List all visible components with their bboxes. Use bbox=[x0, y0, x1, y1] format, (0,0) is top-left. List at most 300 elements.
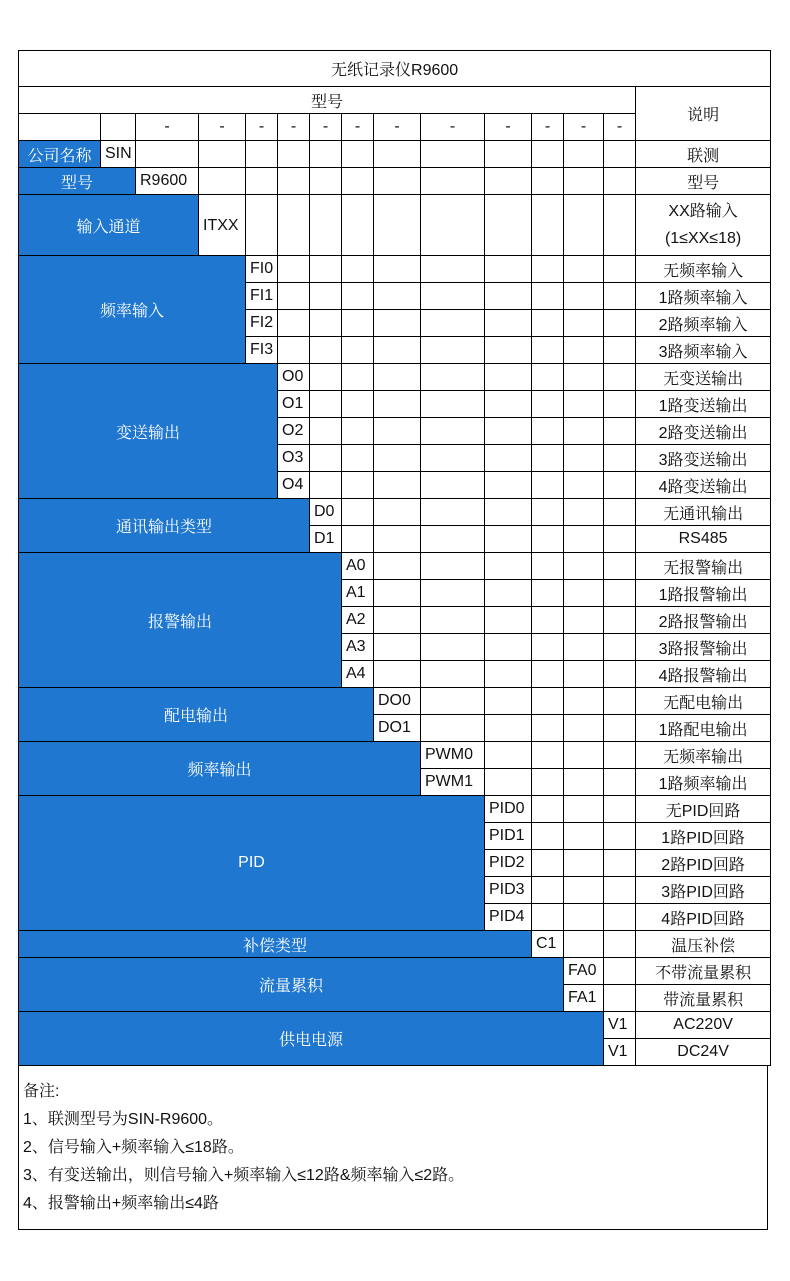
description-cell: 无频率输入 bbox=[636, 256, 771, 283]
empty-cell bbox=[342, 256, 374, 283]
empty-cell bbox=[532, 823, 564, 850]
dash-cell: - bbox=[421, 114, 485, 141]
empty-cell bbox=[374, 499, 421, 526]
code-cell: FI3 bbox=[246, 337, 278, 364]
code-cell: FA0 bbox=[564, 958, 604, 985]
empty-cell bbox=[532, 195, 564, 256]
empty-cell bbox=[246, 141, 278, 168]
empty-cell bbox=[564, 823, 604, 850]
dash-cell: - bbox=[246, 114, 278, 141]
empty-cell bbox=[564, 283, 604, 310]
empty-cell bbox=[485, 283, 532, 310]
code-cell: O4 bbox=[278, 472, 310, 499]
note-item: 4、报警输出+频率输出≤4路 bbox=[23, 1195, 219, 1212]
description-cell: 1路PID回路 bbox=[636, 823, 771, 850]
empty-cell bbox=[604, 141, 636, 168]
dash-cell: - bbox=[136, 114, 199, 141]
empty-cell bbox=[532, 337, 564, 364]
description-cell: 不带流量累积 bbox=[636, 958, 771, 985]
empty-cell bbox=[604, 256, 636, 283]
table-row bbox=[19, 958, 771, 985]
empty-cell bbox=[310, 337, 342, 364]
model-selection-table-container bbox=[18, 50, 770, 1230]
empty-cell bbox=[532, 850, 564, 877]
empty-cell bbox=[604, 168, 636, 195]
empty-cell bbox=[604, 391, 636, 418]
code-cell: PWM1 bbox=[421, 769, 485, 796]
empty-cell bbox=[421, 168, 485, 195]
empty-cell bbox=[342, 418, 374, 445]
empty-cell bbox=[532, 769, 564, 796]
code-cell: PID4 bbox=[485, 904, 532, 931]
notes bbox=[18, 1066, 768, 1230]
code-cell: D1 bbox=[310, 526, 342, 553]
empty-cell bbox=[604, 958, 636, 985]
empty-cell bbox=[564, 472, 604, 499]
empty-cell bbox=[604, 661, 636, 688]
code-cell: FA1 bbox=[564, 985, 604, 1012]
empty-cell bbox=[421, 526, 485, 553]
empty-cell bbox=[564, 553, 604, 580]
table-row bbox=[19, 141, 771, 168]
section-label: 输入通道 bbox=[19, 195, 199, 256]
table-row bbox=[19, 256, 771, 283]
empty-cell bbox=[421, 391, 485, 418]
empty-cell bbox=[564, 310, 604, 337]
empty-cell bbox=[421, 256, 485, 283]
code-cell: PID2 bbox=[485, 850, 532, 877]
empty-cell bbox=[421, 499, 485, 526]
table-row bbox=[19, 364, 771, 391]
empty-cell bbox=[564, 580, 604, 607]
empty-cell bbox=[564, 796, 604, 823]
empty-cell bbox=[421, 688, 485, 715]
empty-cell bbox=[246, 195, 278, 256]
empty-cell bbox=[485, 688, 532, 715]
code-cell: D0 bbox=[310, 499, 342, 526]
empty-cell bbox=[532, 877, 564, 904]
empty-cell bbox=[246, 168, 278, 195]
empty-cell bbox=[604, 445, 636, 472]
code-cell: V1 bbox=[604, 1012, 636, 1039]
empty-cell bbox=[310, 283, 342, 310]
empty-cell bbox=[532, 256, 564, 283]
code-cell: A2 bbox=[342, 607, 374, 634]
code-cell: O2 bbox=[278, 418, 310, 445]
empty-cell bbox=[532, 418, 564, 445]
empty-cell bbox=[421, 195, 485, 256]
empty-cell bbox=[421, 580, 485, 607]
empty-cell bbox=[485, 499, 532, 526]
empty-cell bbox=[532, 283, 564, 310]
code-cell: SIN bbox=[101, 141, 136, 168]
empty-cell bbox=[532, 553, 564, 580]
empty-cell bbox=[604, 715, 636, 742]
description-cell: AC220V bbox=[636, 1012, 771, 1039]
description-line: XX路输入 bbox=[668, 203, 738, 220]
section-label: 报警输出 bbox=[19, 553, 342, 688]
table-row bbox=[19, 499, 771, 526]
dash-cell: - bbox=[342, 114, 374, 141]
empty-cell bbox=[564, 364, 604, 391]
empty-cell bbox=[310, 141, 342, 168]
description-cell: 1路变送输出 bbox=[636, 391, 771, 418]
empty-cell bbox=[564, 607, 604, 634]
empty-cell bbox=[485, 391, 532, 418]
section-label: 变送输出 bbox=[19, 364, 278, 499]
empty-cell bbox=[564, 661, 604, 688]
empty-cell bbox=[310, 256, 342, 283]
description-cell: 1路频率输入 bbox=[636, 283, 771, 310]
empty-cell bbox=[564, 168, 604, 195]
empty-cell bbox=[564, 904, 604, 931]
empty-cell bbox=[310, 310, 342, 337]
empty-cell bbox=[532, 310, 564, 337]
empty-cell bbox=[421, 715, 485, 742]
empty-cell bbox=[310, 168, 342, 195]
empty-cell bbox=[342, 283, 374, 310]
section-label: 流量累积 bbox=[19, 958, 564, 1012]
section-label: 补偿类型 bbox=[19, 931, 532, 958]
description-cell: 4路PID回路 bbox=[636, 904, 771, 931]
empty-cell bbox=[342, 445, 374, 472]
empty-cell bbox=[485, 310, 532, 337]
empty-cell bbox=[564, 877, 604, 904]
empty-cell bbox=[310, 445, 342, 472]
empty-cell bbox=[421, 661, 485, 688]
code-cell: A0 bbox=[342, 553, 374, 580]
empty-cell bbox=[564, 931, 604, 958]
table-title: 无纸记录仪R9600 bbox=[19, 51, 771, 87]
code-cell: R9600 bbox=[136, 168, 199, 195]
empty-cell bbox=[485, 553, 532, 580]
code-cell: PID0 bbox=[485, 796, 532, 823]
empty-cell bbox=[604, 195, 636, 256]
empty-cell bbox=[604, 553, 636, 580]
empty-cell bbox=[564, 634, 604, 661]
empty-cell bbox=[564, 688, 604, 715]
table-row bbox=[19, 688, 771, 715]
empty-cell bbox=[604, 310, 636, 337]
empty-cell bbox=[278, 283, 310, 310]
code-cell: A4 bbox=[342, 661, 374, 688]
empty-cell bbox=[532, 742, 564, 769]
empty-cell bbox=[604, 769, 636, 796]
empty-cell bbox=[136, 141, 199, 168]
empty-cell bbox=[564, 337, 604, 364]
section-label: 供电电源 bbox=[19, 1012, 604, 1066]
empty-cell bbox=[532, 796, 564, 823]
empty-cell bbox=[532, 661, 564, 688]
empty-cell bbox=[278, 195, 310, 256]
empty-cell bbox=[485, 715, 532, 742]
empty-cell bbox=[604, 418, 636, 445]
empty-cell bbox=[342, 337, 374, 364]
empty-cell bbox=[485, 607, 532, 634]
empty-cell bbox=[532, 445, 564, 472]
code-cell: C1 bbox=[532, 931, 564, 958]
description-cell: 2路频率输入 bbox=[636, 310, 771, 337]
empty-cell bbox=[374, 310, 421, 337]
empty-cell bbox=[604, 742, 636, 769]
description-cell: 型号 bbox=[636, 168, 771, 195]
description-cell bbox=[636, 195, 771, 256]
code-cell: PID3 bbox=[485, 877, 532, 904]
empty-cell bbox=[374, 445, 421, 472]
empty-cell bbox=[532, 715, 564, 742]
empty-cell bbox=[604, 688, 636, 715]
description-cell: 3路PID回路 bbox=[636, 877, 771, 904]
empty-cell bbox=[310, 418, 342, 445]
description-cell: 2路变送输出 bbox=[636, 418, 771, 445]
blank-cell bbox=[101, 114, 136, 141]
empty-cell bbox=[604, 877, 636, 904]
empty-cell bbox=[278, 168, 310, 195]
empty-cell bbox=[310, 472, 342, 499]
description-cell: 3路变送输出 bbox=[636, 445, 771, 472]
code-cell: FI2 bbox=[246, 310, 278, 337]
empty-cell bbox=[532, 607, 564, 634]
empty-cell bbox=[485, 168, 532, 195]
empty-cell bbox=[604, 796, 636, 823]
code-cell: O3 bbox=[278, 445, 310, 472]
empty-cell bbox=[604, 904, 636, 931]
description-cell: 无配电输出 bbox=[636, 688, 771, 715]
note-item: 2、信号输入+频率输入≤18路。 bbox=[23, 1139, 244, 1156]
description-header: 说明 bbox=[636, 87, 771, 141]
empty-cell bbox=[532, 634, 564, 661]
empty-cell bbox=[604, 472, 636, 499]
code-cell: FI1 bbox=[246, 283, 278, 310]
empty-cell bbox=[564, 742, 604, 769]
dash-cell: - bbox=[604, 114, 636, 141]
empty-cell bbox=[564, 445, 604, 472]
table-row bbox=[19, 553, 771, 580]
empty-cell bbox=[421, 445, 485, 472]
empty-cell bbox=[374, 283, 421, 310]
empty-cell bbox=[485, 634, 532, 661]
empty-cell bbox=[485, 472, 532, 499]
empty-cell bbox=[604, 634, 636, 661]
empty-cell bbox=[278, 256, 310, 283]
table-row bbox=[19, 742, 771, 769]
empty-cell bbox=[199, 141, 246, 168]
empty-cell bbox=[485, 141, 532, 168]
description-cell: 带流量累积 bbox=[636, 985, 771, 1012]
empty-cell bbox=[342, 141, 374, 168]
empty-cell bbox=[532, 499, 564, 526]
empty-cell bbox=[604, 364, 636, 391]
empty-cell bbox=[342, 195, 374, 256]
empty-cell bbox=[564, 391, 604, 418]
empty-cell bbox=[604, 526, 636, 553]
empty-cell bbox=[374, 472, 421, 499]
section-label: 公司名称 bbox=[19, 141, 101, 168]
note-item: 3、有变送输出，则信号输入+频率输入≤12路&频率输入≤2路。 bbox=[23, 1167, 465, 1184]
code-cell: O1 bbox=[278, 391, 310, 418]
empty-cell bbox=[310, 195, 342, 256]
section-label: 型号 bbox=[19, 168, 136, 195]
description-cell: 无通讯输出 bbox=[636, 499, 771, 526]
empty-cell bbox=[604, 985, 636, 1012]
table-row bbox=[19, 931, 771, 958]
dash-cell: - bbox=[374, 114, 421, 141]
empty-cell bbox=[374, 391, 421, 418]
description-cell: 4路报警输出 bbox=[636, 661, 771, 688]
empty-cell bbox=[532, 364, 564, 391]
description-cell: 1路配电输出 bbox=[636, 715, 771, 742]
table-row bbox=[19, 168, 771, 195]
description-cell: 无频率输出 bbox=[636, 742, 771, 769]
dash-cell: - bbox=[532, 114, 564, 141]
code-cell: O0 bbox=[278, 364, 310, 391]
empty-cell bbox=[374, 661, 421, 688]
empty-cell bbox=[310, 391, 342, 418]
empty-cell bbox=[374, 168, 421, 195]
empty-cell bbox=[374, 607, 421, 634]
description-cell: 无PID回路 bbox=[636, 796, 771, 823]
empty-cell bbox=[485, 337, 532, 364]
empty-cell bbox=[485, 256, 532, 283]
empty-cell bbox=[374, 364, 421, 391]
section-label: 频率输入 bbox=[19, 256, 246, 364]
empty-cell bbox=[564, 195, 604, 256]
empty-cell bbox=[310, 364, 342, 391]
empty-cell bbox=[564, 526, 604, 553]
model-selection-table bbox=[18, 50, 771, 1066]
empty-cell bbox=[374, 195, 421, 256]
description-cell: 2路PID回路 bbox=[636, 850, 771, 877]
code-cell: V1 bbox=[604, 1039, 636, 1066]
empty-cell bbox=[421, 337, 485, 364]
empty-cell bbox=[342, 499, 374, 526]
empty-cell bbox=[564, 850, 604, 877]
code-cell: PID1 bbox=[485, 823, 532, 850]
empty-cell bbox=[485, 769, 532, 796]
empty-cell bbox=[278, 310, 310, 337]
empty-cell bbox=[485, 661, 532, 688]
empty-cell bbox=[564, 769, 604, 796]
empty-cell bbox=[278, 337, 310, 364]
dash-cell: - bbox=[310, 114, 342, 141]
table-row bbox=[19, 195, 771, 256]
empty-cell bbox=[604, 283, 636, 310]
empty-cell bbox=[604, 580, 636, 607]
empty-cell bbox=[485, 445, 532, 472]
section-label: 配电输出 bbox=[19, 688, 374, 742]
description-cell: 联测 bbox=[636, 141, 771, 168]
empty-cell bbox=[199, 168, 246, 195]
code-cell: DO0 bbox=[374, 688, 421, 715]
description-cell: 无报警输出 bbox=[636, 553, 771, 580]
empty-cell bbox=[604, 499, 636, 526]
empty-cell bbox=[374, 256, 421, 283]
empty-cell bbox=[532, 168, 564, 195]
code-cell: DO1 bbox=[374, 715, 421, 742]
code-cell: A1 bbox=[342, 580, 374, 607]
dash-cell: - bbox=[199, 114, 246, 141]
section-label: PID bbox=[19, 796, 485, 931]
empty-cell bbox=[532, 580, 564, 607]
code-cell: PWM0 bbox=[421, 742, 485, 769]
description-cell: 3路报警输出 bbox=[636, 634, 771, 661]
empty-cell bbox=[421, 310, 485, 337]
empty-cell bbox=[374, 337, 421, 364]
empty-cell bbox=[532, 141, 564, 168]
description-cell: 4路变送输出 bbox=[636, 472, 771, 499]
empty-cell bbox=[604, 931, 636, 958]
empty-cell bbox=[374, 526, 421, 553]
notes-heading: 备注: bbox=[23, 1083, 60, 1100]
empty-cell bbox=[485, 364, 532, 391]
empty-cell bbox=[342, 364, 374, 391]
empty-cell bbox=[564, 141, 604, 168]
code-cell: A3 bbox=[342, 634, 374, 661]
dash-cell: - bbox=[485, 114, 532, 141]
empty-cell bbox=[374, 634, 421, 661]
empty-cell bbox=[604, 607, 636, 634]
dash-cell: - bbox=[564, 114, 604, 141]
empty-cell bbox=[421, 472, 485, 499]
description-line: (1≤XX≤18) bbox=[664, 230, 742, 247]
table-row bbox=[19, 796, 771, 823]
empty-cell bbox=[564, 256, 604, 283]
empty-cell bbox=[421, 141, 485, 168]
empty-cell bbox=[421, 364, 485, 391]
empty-cell bbox=[485, 418, 532, 445]
empty-cell bbox=[278, 141, 310, 168]
note-item: 1、联测型号为SIN-R9600。 bbox=[23, 1111, 224, 1128]
empty-cell bbox=[421, 553, 485, 580]
empty-cell bbox=[374, 141, 421, 168]
empty-cell bbox=[374, 418, 421, 445]
description-cell: 无变送输出 bbox=[636, 364, 771, 391]
empty-cell bbox=[374, 553, 421, 580]
model-header: 型号 bbox=[19, 87, 636, 114]
empty-cell bbox=[532, 904, 564, 931]
empty-cell bbox=[564, 715, 604, 742]
table-row bbox=[19, 1012, 771, 1039]
empty-cell bbox=[342, 391, 374, 418]
empty-cell bbox=[342, 472, 374, 499]
empty-cell bbox=[532, 391, 564, 418]
empty-cell bbox=[421, 634, 485, 661]
empty-cell bbox=[485, 526, 532, 553]
description-cell: RS485 bbox=[636, 526, 771, 553]
description-cell: 温压补偿 bbox=[636, 931, 771, 958]
section-label: 频率输出 bbox=[19, 742, 421, 796]
code-cell: FI0 bbox=[246, 256, 278, 283]
description-cell: 2路报警输出 bbox=[636, 607, 771, 634]
empty-cell bbox=[564, 499, 604, 526]
empty-cell bbox=[485, 742, 532, 769]
empty-cell bbox=[532, 472, 564, 499]
empty-cell bbox=[532, 688, 564, 715]
empty-cell bbox=[421, 607, 485, 634]
empty-cell bbox=[342, 310, 374, 337]
description-cell: 3路频率输入 bbox=[636, 337, 771, 364]
empty-cell bbox=[485, 195, 532, 256]
empty-cell bbox=[532, 526, 564, 553]
empty-cell bbox=[421, 418, 485, 445]
empty-cell bbox=[564, 418, 604, 445]
description-cell: 1路频率输出 bbox=[636, 769, 771, 796]
empty-cell bbox=[604, 337, 636, 364]
blank-cell bbox=[19, 114, 101, 141]
description-cell: DC24V bbox=[636, 1039, 771, 1066]
empty-cell bbox=[604, 850, 636, 877]
dash-cell: - bbox=[278, 114, 310, 141]
